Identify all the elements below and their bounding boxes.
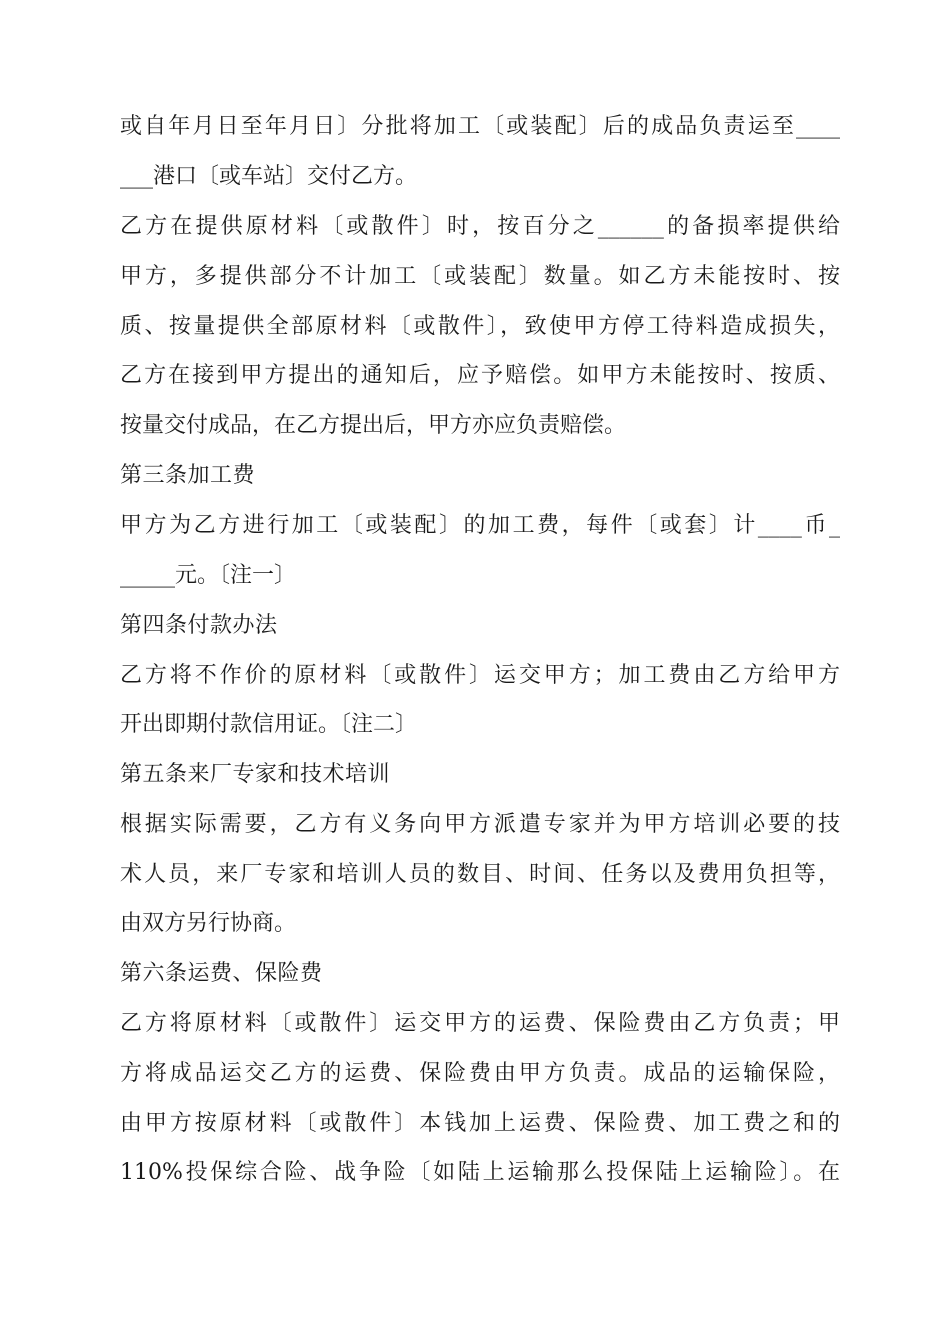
text-line: 甲方，多提供部分不计加工〔或装配〕数量。如乙方未能按时、按 xyxy=(120,264,840,289)
text-line: 质、按量提供全部原材料〔或散件〕，致使甲方停工待料造成损失， xyxy=(120,314,840,339)
text-line: 按量交付成品，在乙方提出后，甲方亦应负责赔偿。 xyxy=(120,413,627,438)
text-line: 乙方在提供原材料〔或散件〕时，按百分之______的备损率提供给 xyxy=(120,214,840,239)
text-line: 110%投保综合险、战争险〔如陆上运输那么投保陆上运输险〕。在 xyxy=(120,1160,840,1185)
text-line: 或自年月日至年月日〕分批将加工〔或装配〕后的成品负责运至____ xyxy=(120,114,840,139)
text-line: 乙方将不作价的原材料〔或散件〕运交甲方；加工费由乙方给甲方 xyxy=(120,663,840,688)
text-line: _____元。〔注一〕 xyxy=(120,563,297,588)
section-heading: 第六条运费、保险费 xyxy=(120,961,323,986)
section-heading: 第五条来厂专家和技术培训 xyxy=(120,762,391,787)
text-line: 乙方将原材料〔或散件〕运交甲方的运费、保险费由乙方负责；甲 xyxy=(120,1011,840,1036)
text-line: 甲方为乙方进行加工〔或装配〕的加工费，每件〔或套〕计____币_ xyxy=(120,513,840,538)
text-line: 术人员，来厂专家和培训人员的数目、时间、任务以及费用负担等， xyxy=(120,862,840,887)
text-line: 乙方在接到甲方提出的通知后，应予赔偿。如甲方未能按时、按质、 xyxy=(120,363,840,388)
text-line: 根据实际需要，乙方有义务向甲方派遣专家并为甲方培训必要的技 xyxy=(120,812,840,837)
text-line: 由甲方按原材料〔或散件〕本钱加上运费、保险费、加工费之和的 xyxy=(120,1111,840,1136)
text-line: 方将成品运交乙方的运费、保险费由甲方负责。成品的运输保险， xyxy=(120,1061,840,1086)
text-line: 由双方另行协商。 xyxy=(120,911,297,936)
text-line: ___港口〔或车站〕交付乙方。 xyxy=(120,164,418,189)
text-line: 开出即期付款信用证。〔注二〕 xyxy=(120,712,418,737)
section-heading: 第四条付款办法 xyxy=(120,613,278,638)
section-heading: 第三条加工费 xyxy=(120,463,256,488)
